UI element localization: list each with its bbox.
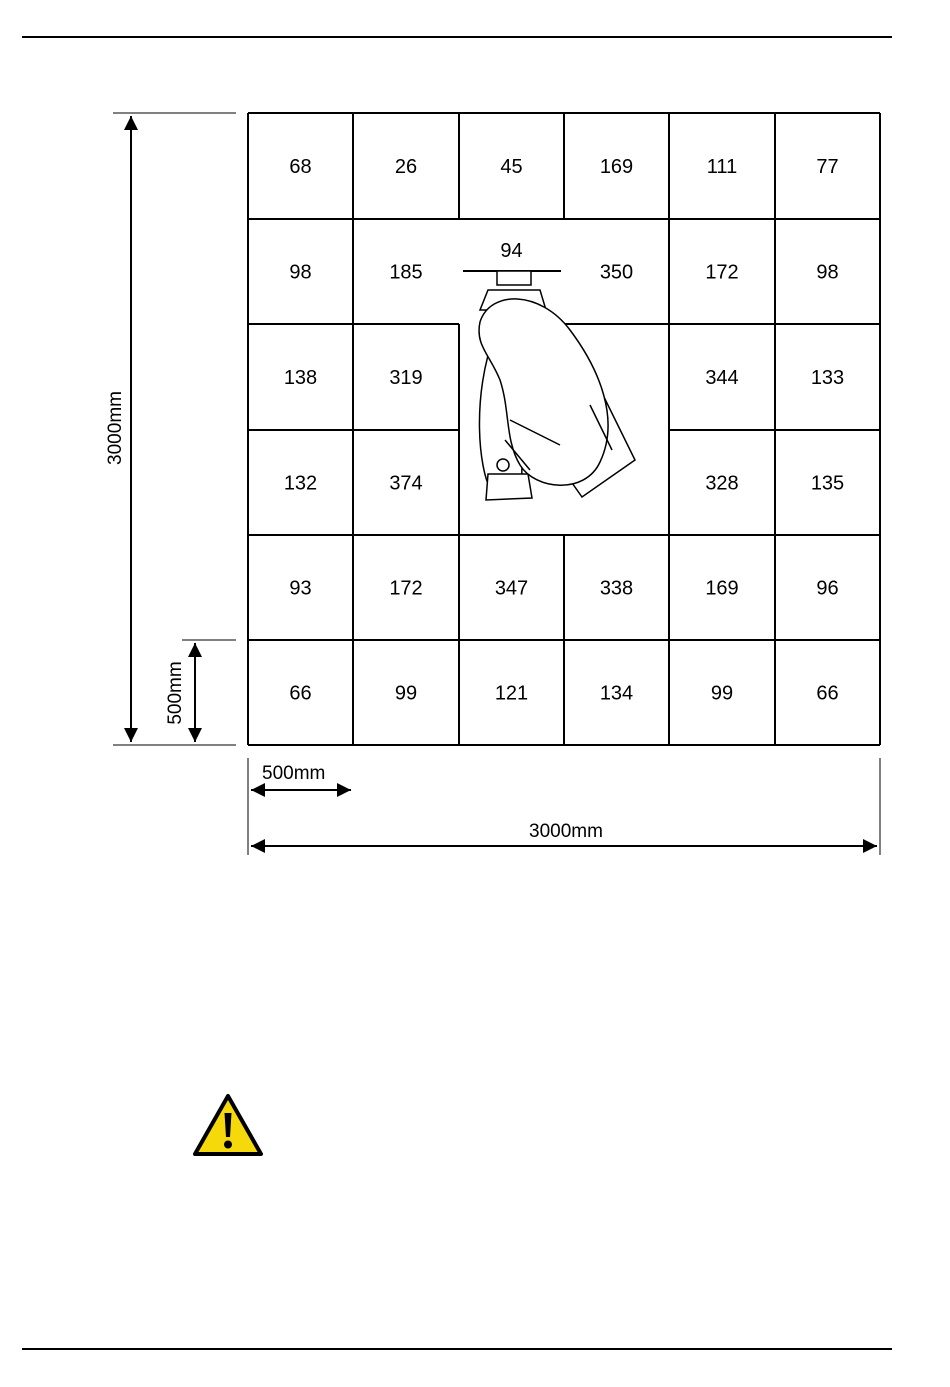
- footer-rule: [22, 1348, 892, 1350]
- grid-cell-value: 77: [816, 156, 839, 178]
- dimension-widths: [248, 758, 880, 855]
- grid-cell-value: 172: [705, 261, 739, 284]
- grid-cell-value: 169: [599, 156, 634, 178]
- grid-cell-value: 121: [494, 682, 529, 705]
- dimension-label-cell-height: 500mm: [165, 661, 186, 725]
- grid-cell-value: 338: [599, 577, 634, 600]
- grid-cell-value: 133: [810, 367, 845, 389]
- dimension-total-height: [105, 113, 236, 745]
- grid-cell-value: 374: [389, 472, 423, 495]
- grid-cell-value: 96: [816, 577, 839, 600]
- grid-cell-value: 344: [705, 367, 739, 389]
- dimension-label-total-width: 3000mm: [529, 821, 603, 842]
- grid-cell-value: 350: [599, 261, 634, 284]
- grid-cell-value: 111: [706, 156, 738, 178]
- grid-cell-value: 68: [289, 156, 312, 178]
- grid-cell-value: 319: [389, 367, 423, 389]
- grid-cell-value: 45: [500, 156, 523, 178]
- grid-cell-value: 99: [710, 682, 734, 705]
- grid-cell-value: 132: [283, 472, 318, 495]
- grid-cell-value: 94: [500, 240, 523, 262]
- grid-cell-value: 26: [394, 156, 418, 178]
- grid-cell-value: 135: [810, 472, 845, 495]
- grid-cell-value: 169: [705, 577, 739, 600]
- grid-cell-value: 98: [816, 261, 839, 284]
- grid-cell-value: 66: [289, 682, 312, 705]
- dimension-label-cell-width: 500mm: [262, 763, 326, 784]
- grid-cell-value: 98: [289, 261, 312, 284]
- dimension-cell-height: [165, 640, 236, 742]
- grid-cell-value: 328: [705, 472, 739, 495]
- grid-cell-value: 99: [394, 682, 418, 705]
- grid-cell-value: 134: [599, 682, 634, 705]
- grid-cell-value: 172: [389, 577, 423, 600]
- dimension-label-total-height: 3000mm: [105, 391, 126, 465]
- warning-triangle-icon: [192, 1092, 264, 1158]
- grid-cell-value: 347: [494, 577, 529, 600]
- grid-cell-value: 93: [289, 577, 312, 600]
- robot-arm-icon: [463, 271, 635, 500]
- grid-cell-value: 138: [283, 367, 318, 389]
- grid-cell-value: 66: [816, 682, 839, 705]
- grid-cell-value: 185: [389, 261, 423, 284]
